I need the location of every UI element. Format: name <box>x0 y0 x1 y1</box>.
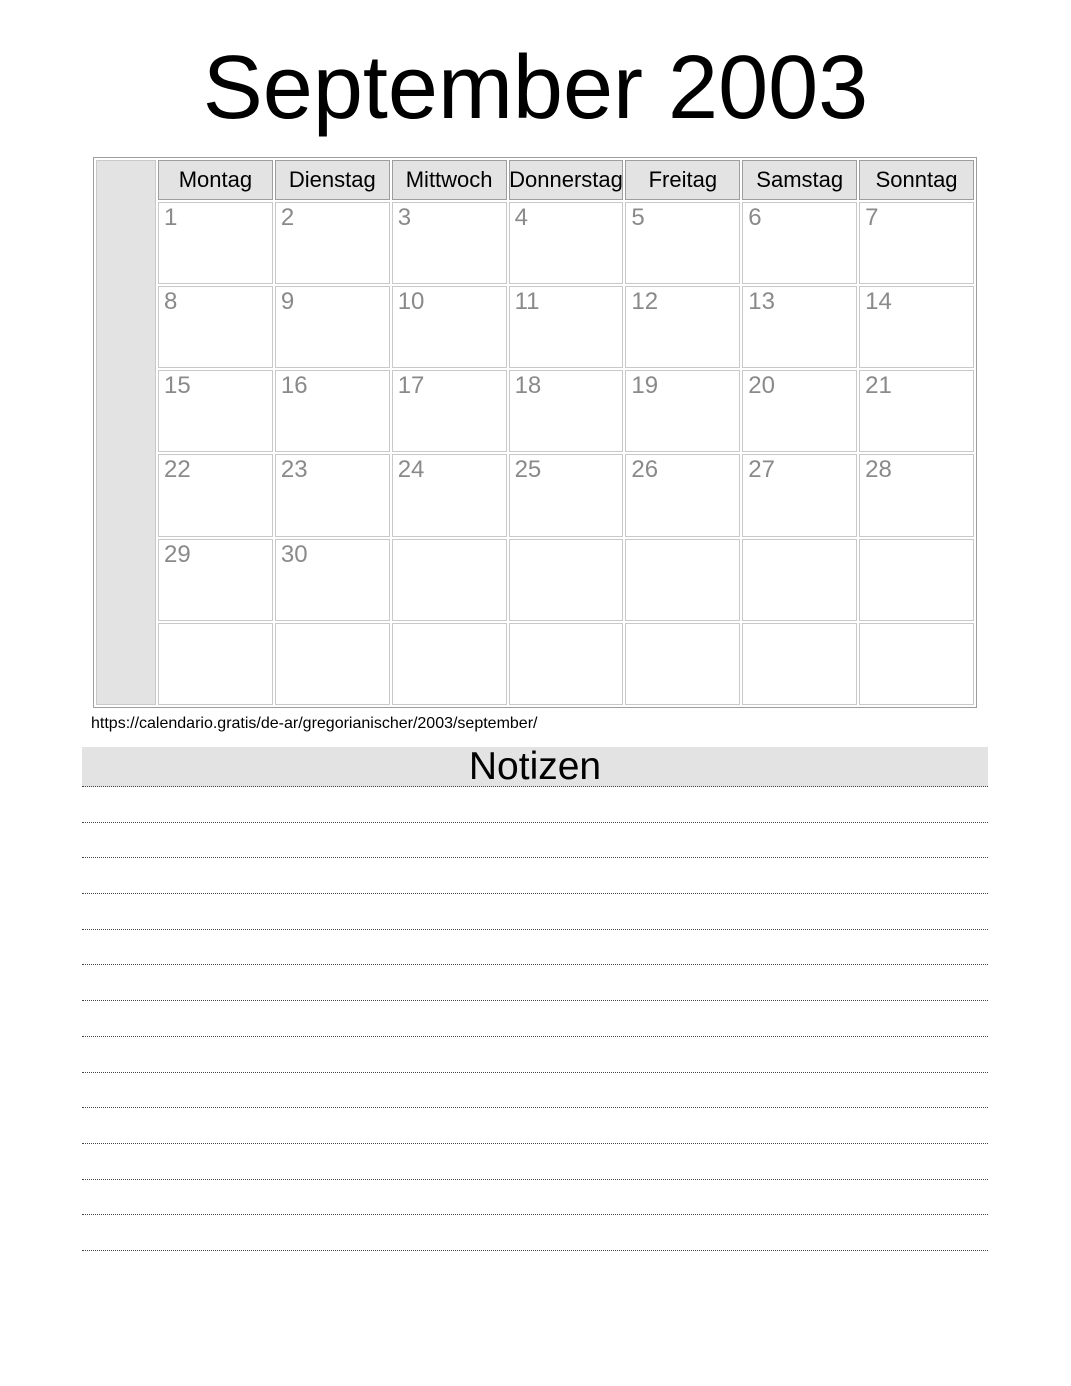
day-cell-empty <box>859 623 974 705</box>
day-cell-26 <box>625 454 740 536</box>
note-line <box>82 1073 988 1109</box>
day-number: 27 <box>748 456 775 484</box>
day-cell-27 <box>742 454 857 536</box>
day-cell-16 <box>275 370 390 452</box>
day-cell-11 <box>509 286 624 368</box>
day-number: 6 <box>748 204 762 231</box>
day-cell-23 <box>275 454 390 536</box>
day-cell-empty <box>392 623 507 705</box>
day-cell-18 <box>509 370 624 452</box>
day-cell-empty <box>742 539 857 621</box>
day-cell-28 <box>859 454 974 536</box>
day-cell-7 <box>859 202 974 284</box>
day-cell-25 <box>509 454 624 536</box>
day-header-sonntag: Sonntag <box>859 160 974 200</box>
day-cell-13 <box>742 286 857 368</box>
day-number: 13 <box>748 288 775 316</box>
day-number: 9 <box>280 288 295 316</box>
day-number: 20 <box>748 372 775 400</box>
day-cell-empty <box>392 539 507 621</box>
day-number: 8 <box>164 288 178 316</box>
day-cell-8 <box>158 286 273 368</box>
day-number: 7 <box>865 204 879 231</box>
day-number: 4 <box>514 204 528 231</box>
note-line <box>82 1144 988 1180</box>
day-number: 28 <box>865 456 892 484</box>
day-cell-30 <box>275 539 390 621</box>
day-number: 16 <box>280 372 308 400</box>
note-line <box>82 1215 988 1251</box>
day-number: 24 <box>397 456 425 484</box>
day-cell-empty <box>509 623 624 705</box>
note-line <box>82 1001 988 1037</box>
day-cell-21 <box>859 370 974 452</box>
day-cell-3 <box>392 202 507 284</box>
note-line <box>82 1108 988 1144</box>
day-cell-empty <box>275 623 390 705</box>
day-number: 17 <box>397 372 425 400</box>
day-cell-10 <box>392 286 507 368</box>
note-lines <box>82 787 988 1251</box>
day-cell-19 <box>625 370 740 452</box>
note-line <box>82 894 988 930</box>
day-cell-14 <box>859 286 974 368</box>
day-number: 2 <box>280 204 295 231</box>
day-number: 3 <box>397 204 412 231</box>
day-cell-empty <box>158 623 273 705</box>
day-number: 11 <box>514 288 540 316</box>
notes-section <box>82 747 988 1251</box>
page-title: September 2003 <box>202 38 869 138</box>
day-number: 23 <box>280 456 308 484</box>
note-line <box>82 1180 988 1216</box>
day-number: 10 <box>397 288 425 316</box>
note-line <box>82 858 988 894</box>
day-cell-2 <box>275 202 390 284</box>
day-header-donnerstag: Donnerstag <box>509 160 624 200</box>
day-cell-empty <box>625 623 740 705</box>
day-number: 25 <box>514 456 542 484</box>
day-cell-9 <box>275 286 390 368</box>
day-cell-22 <box>158 454 273 536</box>
day-cell-20 <box>742 370 857 452</box>
calendar-table <box>93 157 977 708</box>
day-header-samstag: Samstag <box>742 160 857 200</box>
day-number: 29 <box>164 540 191 568</box>
day-cell-17 <box>392 370 507 452</box>
day-cell-5 <box>625 202 740 284</box>
note-line <box>82 1037 988 1073</box>
day-number: 1 <box>164 204 178 231</box>
day-number: 12 <box>631 288 659 316</box>
day-cell-empty <box>742 623 857 705</box>
day-cell-15 <box>158 370 273 452</box>
day-number: 21 <box>865 372 892 400</box>
calendar-grid <box>96 160 974 705</box>
day-cell-empty <box>859 539 974 621</box>
day-cell-1 <box>158 202 273 284</box>
day-cell-6 <box>742 202 857 284</box>
day-header-dienstag: Dienstag <box>275 160 390 200</box>
note-line <box>82 787 988 823</box>
day-number: 22 <box>164 456 191 484</box>
day-number: 18 <box>514 372 542 400</box>
day-header-freitag: Freitag <box>625 160 740 200</box>
day-cell-29 <box>158 539 273 621</box>
day-header-mittwoch: Mittwoch <box>392 160 507 200</box>
notes-header <box>82 747 988 787</box>
day-header-montag: Montag <box>158 160 273 200</box>
day-cell-empty <box>509 539 624 621</box>
day-cell-empty <box>625 539 740 621</box>
day-number: 14 <box>865 288 892 316</box>
day-cell-12 <box>625 286 740 368</box>
day-cell-4 <box>509 202 624 284</box>
day-number: 30 <box>280 540 308 568</box>
day-cell-24 <box>392 454 507 536</box>
week-number-gutter <box>96 160 156 705</box>
day-number: 5 <box>631 204 645 231</box>
day-number: 26 <box>631 456 659 484</box>
notes-title: Notizen <box>468 745 602 788</box>
note-line <box>82 965 988 1001</box>
source-url: https://calendario.gratis/de-ar/gregorianischer/2003/september/ <box>91 715 538 732</box>
day-number: 19 <box>631 372 659 400</box>
note-line <box>82 823 988 859</box>
note-line <box>82 930 988 966</box>
day-number: 15 <box>164 372 191 400</box>
